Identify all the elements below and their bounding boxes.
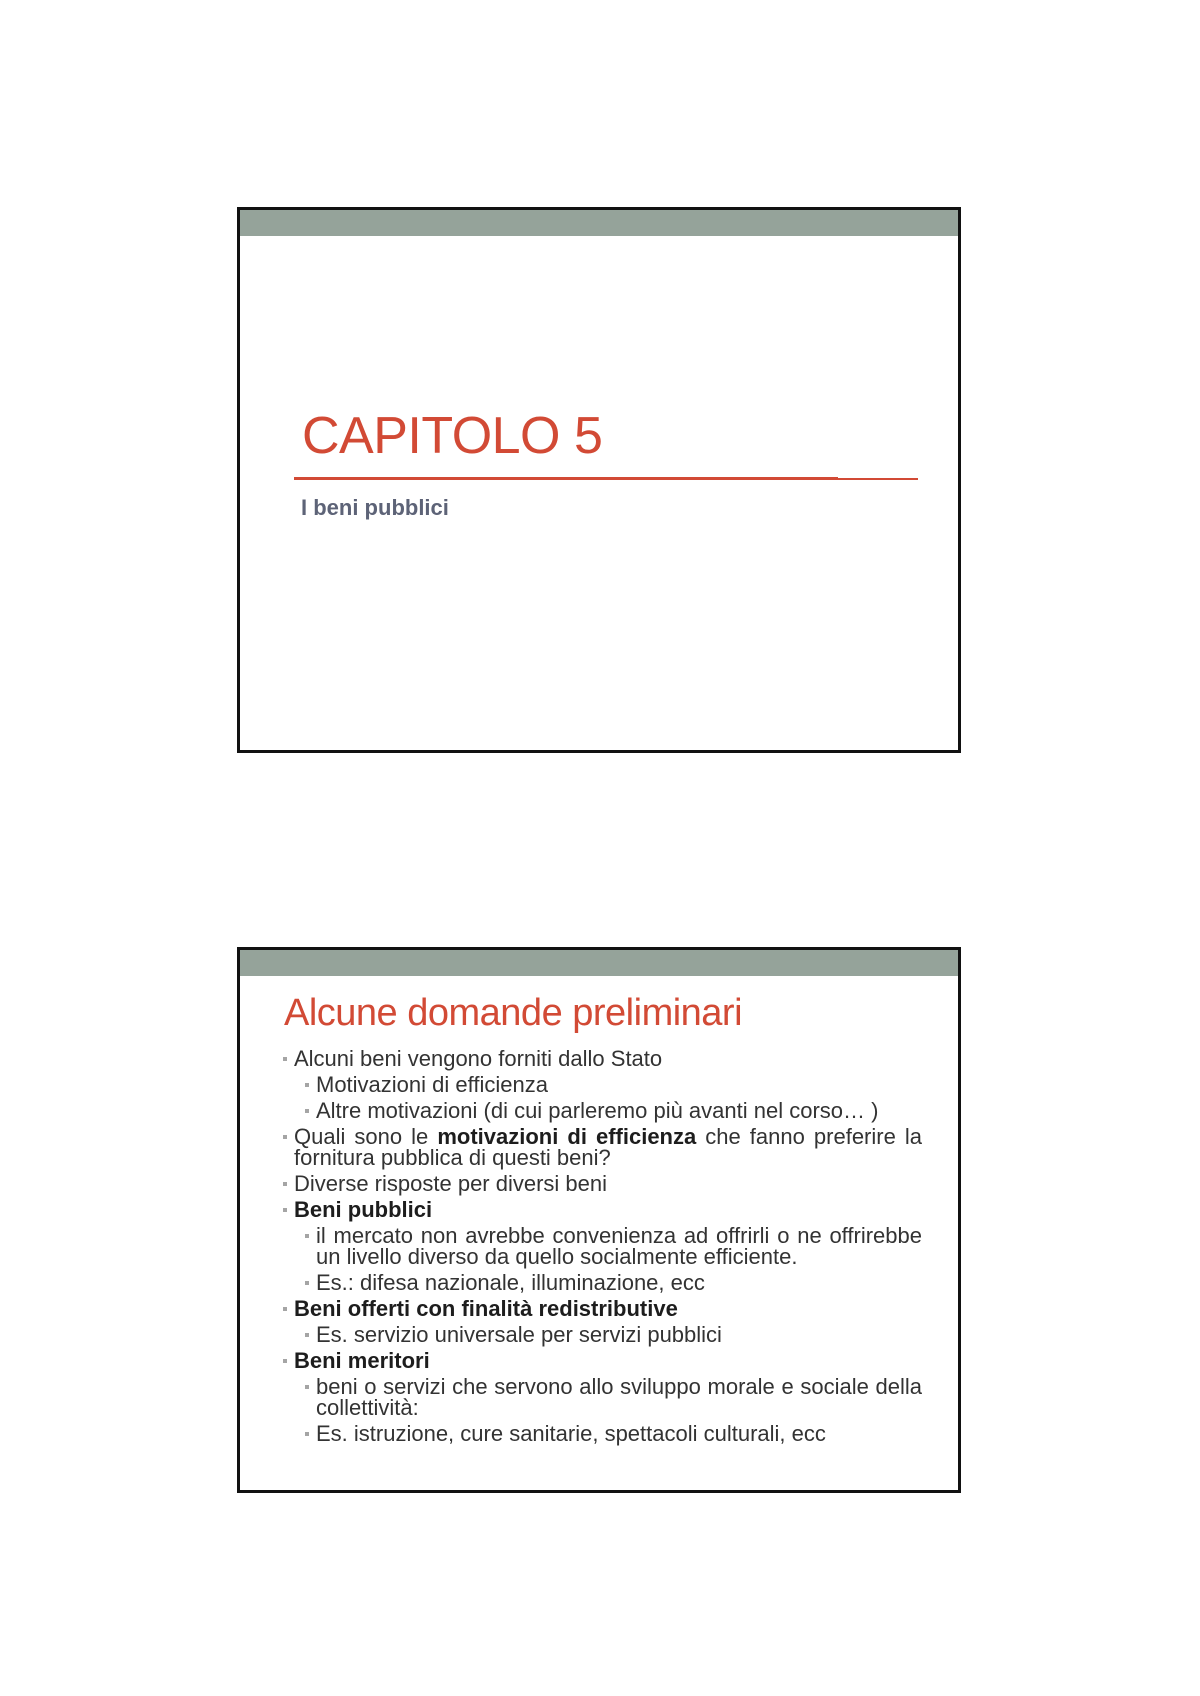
slide-header-bar [240, 210, 958, 236]
list-item: il mercato non avrebbe convenienza ad offrirli o ne offrirebbe un livello diverso da quello socialmente efficiente. [280, 1225, 922, 1267]
list-item: Altre motivazioni (di cui parleremo più avanti nel corso… ) [280, 1100, 922, 1121]
underline-thick [294, 477, 838, 480]
bullet-icon [283, 1359, 287, 1363]
bullet-icon [305, 1109, 309, 1113]
title-underline [294, 477, 918, 481]
bullet-icon [305, 1083, 309, 1087]
list-item: Beni pubblici [280, 1199, 922, 1220]
bullet-list [280, 1048, 922, 1449]
bullet-icon [283, 1307, 287, 1311]
list-item: Es. istruzione, cure sanitarie, spettacoli culturali, ecc [280, 1423, 922, 1444]
list-item: Es.: difesa nazionale, illuminazione, ecc [280, 1272, 922, 1293]
slide-title: CAPITOLO 5 [302, 407, 603, 465]
underline-thin [838, 478, 918, 480]
bullet-icon [305, 1385, 309, 1389]
slide-2 [237, 947, 961, 1493]
slide-subtitle: I beni pubblici [301, 495, 449, 520]
list-item: Beni offerti con finalità redistributive [280, 1298, 922, 1319]
slide-title: Alcune domande preliminari [284, 992, 743, 1034]
list-item: Motivazioni di efficienza [280, 1074, 922, 1095]
bullet-icon [305, 1281, 309, 1285]
list-item: Quali sono le motivazioni di efficienza che fanno preferire la fornitura pubblica di questi beni? [280, 1126, 922, 1168]
list-item: Es. servizio universale per servizi pubblici [280, 1324, 922, 1345]
bullet-icon [283, 1182, 287, 1186]
bullet-icon [305, 1333, 309, 1337]
list-item: Alcuni beni vengono forniti dallo Stato [280, 1048, 922, 1069]
bullet-icon [283, 1135, 287, 1139]
list-item: Beni meritori [280, 1350, 922, 1371]
emphasis-text: motivazioni di efficienza [437, 1124, 697, 1149]
slide-1 [237, 207, 961, 753]
bullet-icon [283, 1208, 287, 1212]
bullet-icon [305, 1234, 309, 1238]
list-item: Diverse risposte per diversi beni [280, 1173, 922, 1194]
bullet-icon [305, 1432, 309, 1436]
slide-header-bar [240, 950, 958, 976]
list-item: beni o servizi che servono allo sviluppo morale e sociale della collettività: [280, 1376, 922, 1418]
bullet-icon [283, 1057, 287, 1061]
